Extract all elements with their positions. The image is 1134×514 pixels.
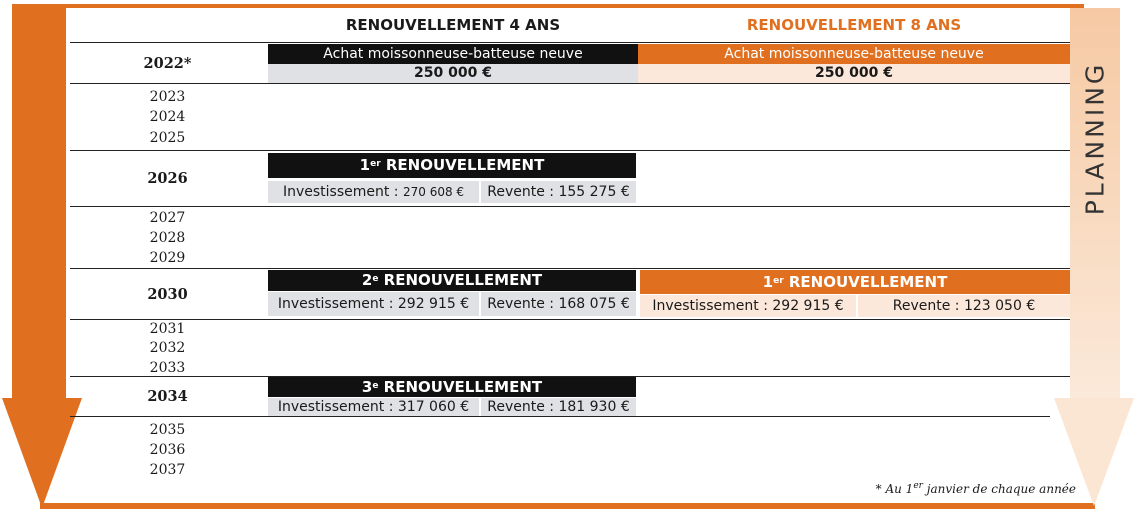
purchase-label-4: Achat moissonneuse-batteuse neuve [268, 44, 638, 64]
header-8-ans: RENOUVELLEMENT 8 ANS [746, 16, 962, 34]
planning-label: PLANNING [1080, 61, 1110, 216]
year-2031: 2031 [149, 321, 186, 337]
year-2025: 2025 [149, 130, 186, 146]
year-2022: 2022* [143, 55, 192, 72]
bottom-border [40, 503, 1095, 509]
year-2037: 2037 [149, 462, 186, 478]
year-2034: 2034 [147, 388, 188, 405]
footnote: * Au 1er janvier de chaque année [875, 481, 1076, 496]
year-2026: 2026 [147, 170, 188, 187]
row-divider [70, 206, 1070, 207]
renewal-4-3-invest: Investissement : 317 060 € [268, 398, 479, 416]
purchase-amount-8: 250 000 € [638, 64, 1070, 83]
renewal-4-2-invest: Investissement : 292 915 € [268, 292, 479, 316]
year-2036: 2036 [149, 442, 186, 458]
row-divider [70, 150, 1070, 151]
top-border [60, 4, 1084, 8]
year-2033: 2033 [149, 360, 186, 376]
year-2027: 2027 [149, 210, 186, 226]
year-2024: 2024 [149, 109, 186, 125]
renewal-4-1-invest: Investissement : 270 608 € [268, 181, 479, 203]
year-2032: 2032 [149, 340, 186, 356]
renewal-4-1-title: 1er RENOUVELLEMENT [268, 153, 636, 178]
renewal-4-3-title: 3e RENOUVELLEMENT [268, 377, 636, 397]
year-2028: 2028 [149, 230, 186, 246]
header-4-ans: RENOUVELLEMENT 4 ANS [345, 16, 561, 34]
renewal-4-2-resale: Revente : 168 075 € [481, 292, 636, 316]
renewal-8-1-resale: Revente : 123 050 € [858, 295, 1070, 317]
row-divider [70, 268, 1070, 269]
year-2029: 2029 [149, 250, 186, 266]
row-divider [70, 42, 1070, 43]
row-divider [70, 416, 1050, 417]
renewal-4-1-resale: Revente : 155 275 € [481, 181, 636, 203]
row-divider [70, 83, 1070, 84]
purchase-label-8: Achat moissonneuse-batteuse neuve [638, 44, 1070, 64]
year-2035: 2035 [149, 422, 186, 438]
renewal-4-3-resale: Revente : 181 930 € [481, 398, 636, 416]
renewal-8-1-invest: Investissement : 292 915 € [640, 295, 856, 317]
purchase-amount-4: 250 000 € [268, 64, 638, 83]
renewal-4-2-title: 2e RENOUVELLEMENT [268, 270, 636, 291]
year-2023: 2023 [149, 89, 186, 105]
renewal-8-1-title: 1er RENOUVELLEMENT [640, 270, 1070, 294]
year-2030: 2030 [147, 286, 188, 303]
